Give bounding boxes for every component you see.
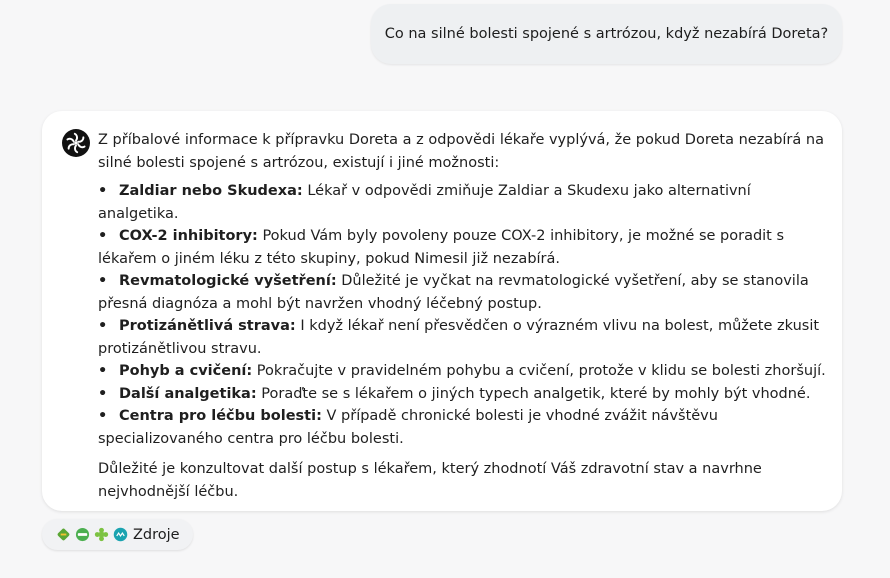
item-text: Pokračujte v pravidelném pohybu a cvičení, protože v klidu se bolesti zhoršují. [252,363,826,379]
answer-list-item [98,360,828,383]
item-text: I když lékař není přesvědčen o výrazném vlivu na bolest, můžete zkusit protizánětlivou stravu. [98,318,820,357]
sources-button[interactable] [42,519,193,550]
item-title: Další analgetika: [119,385,257,402]
item-text: Lékař v odpovědi zmiňuje Zaldiar a Skudexu jako alternativní analgetika. [98,183,751,222]
user-message-text: Co na silné bolesti spojené s artrózou, když nezabírá Doreta? [384,26,829,42]
teal-circle-icon [113,527,128,542]
assistant-avatar [62,129,90,157]
assistant-message-content [98,129,828,503]
answer-intro: Z příbalové informace k přípravku Doreta a z odpovědi lékaře vyplývá, že pokud Doreta nezabírá na silné bolesti spojené s artrózou, existují i jiné možnosti: [98,132,824,171]
answer-list [98,180,828,450]
item-text: Poraďte se s lékařem o jiných typech analgetik, které by mohly být vhodné. [256,385,811,402]
item-text: V případě chronické bolesti je vhodné zvážit návštěvu specializovaného centra pro léčbu bolesti. [98,408,718,447]
item-text: Pokud Vám byly povoleny pouze COX-2 inhibitory, je možné se poradit s lékařem o jiném léku z této skupiny, pokud Nimesil již nezabírá. [98,228,785,267]
sources-label: Zdroje [133,526,180,543]
answer-list-item [98,180,828,225]
assistant-message-card [42,111,842,511]
green-leaf-icon [56,527,71,542]
answer-list-item [98,383,828,406]
item-title: Pohyb a cvičení: [119,363,253,379]
green-disc-icon [75,527,90,542]
green-cross-icon [94,527,109,542]
item-title: Revmatologické vyšetření: [119,273,337,289]
answer-list-item [98,315,828,360]
item-title: Protizánětlivá strava: [119,318,296,334]
item-title: COX-2 inhibitory: [119,228,258,244]
item-title: Centra pro léčbu bolesti: [119,408,322,424]
item-text: Důležité je vyčkat na revmatologické vyšetření, aby se stanovila přesná diagnóza a mohl být navržen vhodný léčebný postup. [98,273,809,312]
answer-list-item [98,405,828,450]
answer-list-item [98,225,828,270]
answer-list-item [98,270,828,315]
user-message-bubble [371,4,842,64]
answer-outro: Důležité je konzultovat další postup s lékařem, který zhodnotí Váš zdravotní stav a navrhne nejvhodnější léčbu. [98,461,762,500]
item-title: Zaldiar nebo Skudexa: [119,183,303,199]
swirl-logo-icon [65,132,87,154]
